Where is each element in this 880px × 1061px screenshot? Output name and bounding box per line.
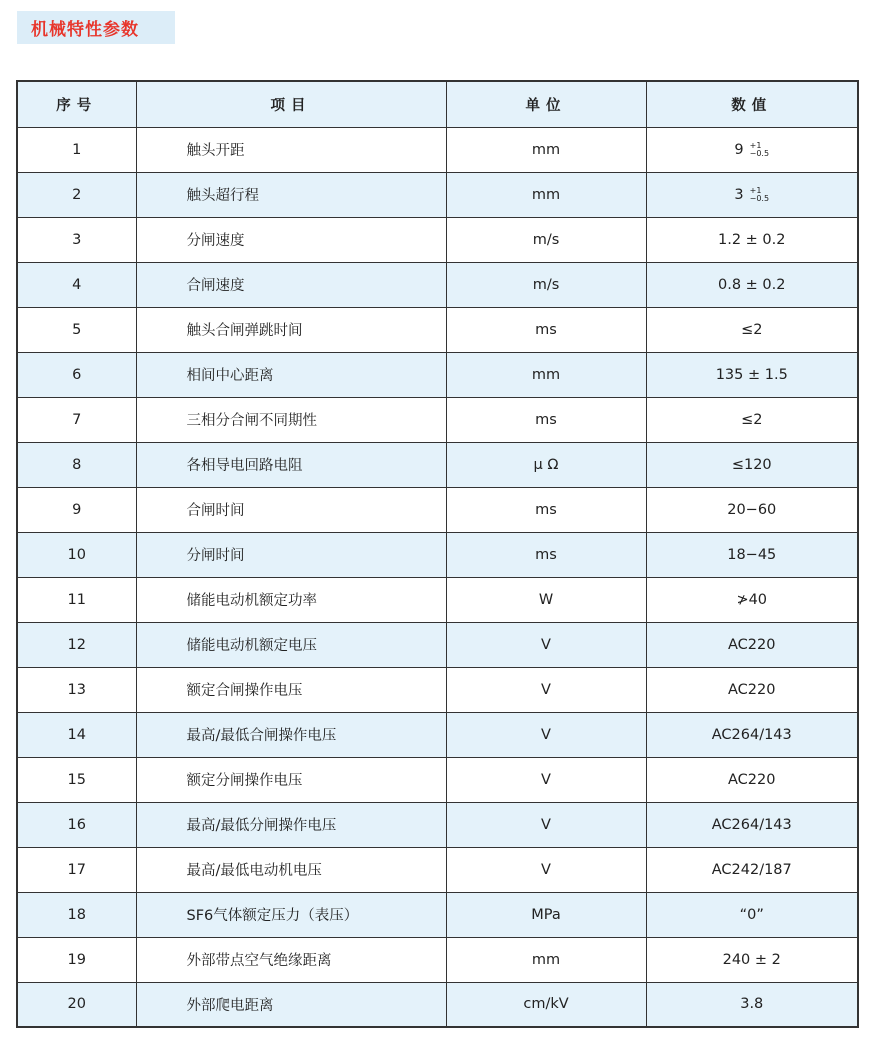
row-unit: μ Ω — [446, 442, 646, 487]
row-value — [646, 442, 858, 487]
row-item: 分闸时间 — [136, 532, 446, 577]
table-row — [17, 262, 858, 307]
row-value — [646, 757, 858, 802]
row-number: 15 — [17, 757, 136, 802]
row-item: 外部爬电距离 — [136, 982, 446, 1027]
table-row — [17, 622, 858, 667]
row-item: 外部带点空气绝缘距离 — [136, 937, 446, 982]
row-number: 7 — [17, 397, 136, 442]
table-row — [17, 847, 858, 892]
table-row — [17, 442, 858, 487]
row-number: 9 — [17, 487, 136, 532]
row-item: 合闸时间 — [136, 487, 446, 532]
row-item: 最高/最低合闸操作电压 — [136, 712, 446, 757]
row-item: 储能电动机额定电压 — [136, 622, 446, 667]
row-value — [646, 262, 858, 307]
row-number: 5 — [17, 307, 136, 352]
table-row — [17, 892, 858, 937]
row-value-text: ≤120 — [731, 456, 772, 473]
row-value — [646, 712, 858, 757]
row-value — [646, 307, 858, 352]
table-header-row — [17, 81, 858, 127]
row-value — [646, 847, 858, 892]
table-row — [17, 172, 858, 217]
row-unit: mm — [446, 172, 646, 217]
row-number: 2 — [17, 172, 136, 217]
row-item: 最高/最低电动机电压 — [136, 847, 446, 892]
row-value — [646, 577, 858, 622]
section-title-box — [17, 11, 175, 44]
row-value — [646, 487, 858, 532]
row-value-text: 20−60 — [727, 501, 777, 518]
row-item: 额定分闸操作电压 — [136, 757, 446, 802]
row-unit: cm/kV — [446, 982, 646, 1027]
tolerance — [750, 187, 769, 203]
table-row — [17, 532, 858, 577]
row-value-text: 3.8 — [740, 996, 764, 1013]
row-item: 各相导电回路电阻 — [136, 442, 446, 487]
row-item: 分闸速度 — [136, 217, 446, 262]
row-number: 8 — [17, 442, 136, 487]
table-row — [17, 667, 858, 712]
row-unit: mm — [446, 937, 646, 982]
row-item: SF6气体额定压力（表压） — [136, 892, 446, 937]
row-number: 13 — [17, 667, 136, 712]
row-unit: mm — [446, 352, 646, 397]
row-value-text: ≤2 — [741, 321, 763, 338]
row-number: 17 — [17, 847, 136, 892]
row-item: 合闸速度 — [136, 262, 446, 307]
row-value-text: AC264/143 — [711, 816, 792, 833]
table-row — [17, 757, 858, 802]
table-row — [17, 982, 858, 1027]
row-value-text: “0” — [739, 906, 764, 923]
row-number: 18 — [17, 892, 136, 937]
row-number: 11 — [17, 577, 136, 622]
row-item: 三相分合闸不同期性 — [136, 397, 446, 442]
row-value-text: 3 — [734, 186, 744, 203]
row-item: 最高/最低分闸操作电压 — [136, 802, 446, 847]
row-unit: MPa — [446, 892, 646, 937]
table-row — [17, 127, 858, 172]
row-item: 触头合闸弹跳时间 — [136, 307, 446, 352]
row-value — [646, 172, 858, 217]
section-title: 机械特性参数 — [31, 20, 139, 40]
row-unit: V — [446, 847, 646, 892]
row-unit: ms — [446, 532, 646, 577]
row-unit: ms — [446, 397, 646, 442]
row-item: 额定合闸操作电压 — [136, 667, 446, 712]
row-unit: m/s — [446, 217, 646, 262]
row-value — [646, 532, 858, 577]
row-number: 20 — [17, 982, 136, 1027]
table-row — [17, 487, 858, 532]
row-value — [646, 892, 858, 937]
row-value — [646, 802, 858, 847]
row-unit: m/s — [446, 262, 646, 307]
row-value — [646, 982, 858, 1027]
row-value-text: 9 — [734, 141, 744, 158]
row-value-text: AC264/143 — [711, 726, 792, 743]
table-row — [17, 307, 858, 352]
row-unit: V — [446, 622, 646, 667]
table-row — [17, 397, 858, 442]
row-value-text: 240 ± 2 — [722, 951, 781, 968]
table-row — [17, 937, 858, 982]
table-row — [17, 577, 858, 622]
header-no: 序号 — [17, 81, 136, 127]
row-unit: V — [446, 667, 646, 712]
row-number: 10 — [17, 532, 136, 577]
row-value-text: AC220 — [728, 681, 776, 698]
table-row — [17, 217, 858, 262]
tolerance-upper: +1 — [749, 185, 762, 195]
row-value — [646, 667, 858, 712]
header-unit: 单位 — [446, 81, 646, 127]
row-value — [646, 217, 858, 262]
row-number: 12 — [17, 622, 136, 667]
tolerance-lower: −0.5 — [749, 193, 770, 203]
table-row — [17, 802, 858, 847]
table-row — [17, 712, 858, 757]
mechanical-parameters-table — [16, 80, 859, 1028]
table-row — [17, 352, 858, 397]
row-unit: V — [446, 802, 646, 847]
row-value — [646, 352, 858, 397]
row-value — [646, 622, 858, 667]
header-item: 项目 — [136, 81, 446, 127]
row-number: 6 — [17, 352, 136, 397]
row-number: 14 — [17, 712, 136, 757]
row-item: 触头超行程 — [136, 172, 446, 217]
row-value-text: AC220 — [728, 771, 776, 788]
header-value: 数值 — [646, 81, 858, 127]
row-value-text: AC220 — [728, 636, 776, 653]
row-number: 16 — [17, 802, 136, 847]
row-value — [646, 127, 858, 172]
row-value-text: 1.2 ± 0.2 — [718, 231, 786, 248]
row-value-text: 135 ± 1.5 — [715, 366, 788, 383]
tolerance — [750, 142, 769, 158]
row-value — [646, 397, 858, 442]
row-unit: V — [446, 712, 646, 757]
row-value-text: 0.8 ± 0.2 — [718, 276, 786, 293]
row-value-text: ≯40 — [736, 591, 768, 608]
row-value-text: 18−45 — [727, 546, 777, 563]
tolerance-upper: +1 — [749, 140, 762, 150]
row-unit: V — [446, 757, 646, 802]
row-value — [646, 937, 858, 982]
row-number: 19 — [17, 937, 136, 982]
row-value-text: ≤2 — [741, 411, 763, 428]
row-item: 相间中心距离 — [136, 352, 446, 397]
row-number: 1 — [17, 127, 136, 172]
row-unit: mm — [446, 127, 646, 172]
tolerance-lower: −0.5 — [749, 148, 770, 158]
row-item: 储能电动机额定功率 — [136, 577, 446, 622]
row-unit: ms — [446, 487, 646, 532]
row-unit: ms — [446, 307, 646, 352]
row-value-text: AC242/187 — [711, 861, 792, 878]
row-unit: W — [446, 577, 646, 622]
row-item: 触头开距 — [136, 127, 446, 172]
row-number: 3 — [17, 217, 136, 262]
row-number: 4 — [17, 262, 136, 307]
